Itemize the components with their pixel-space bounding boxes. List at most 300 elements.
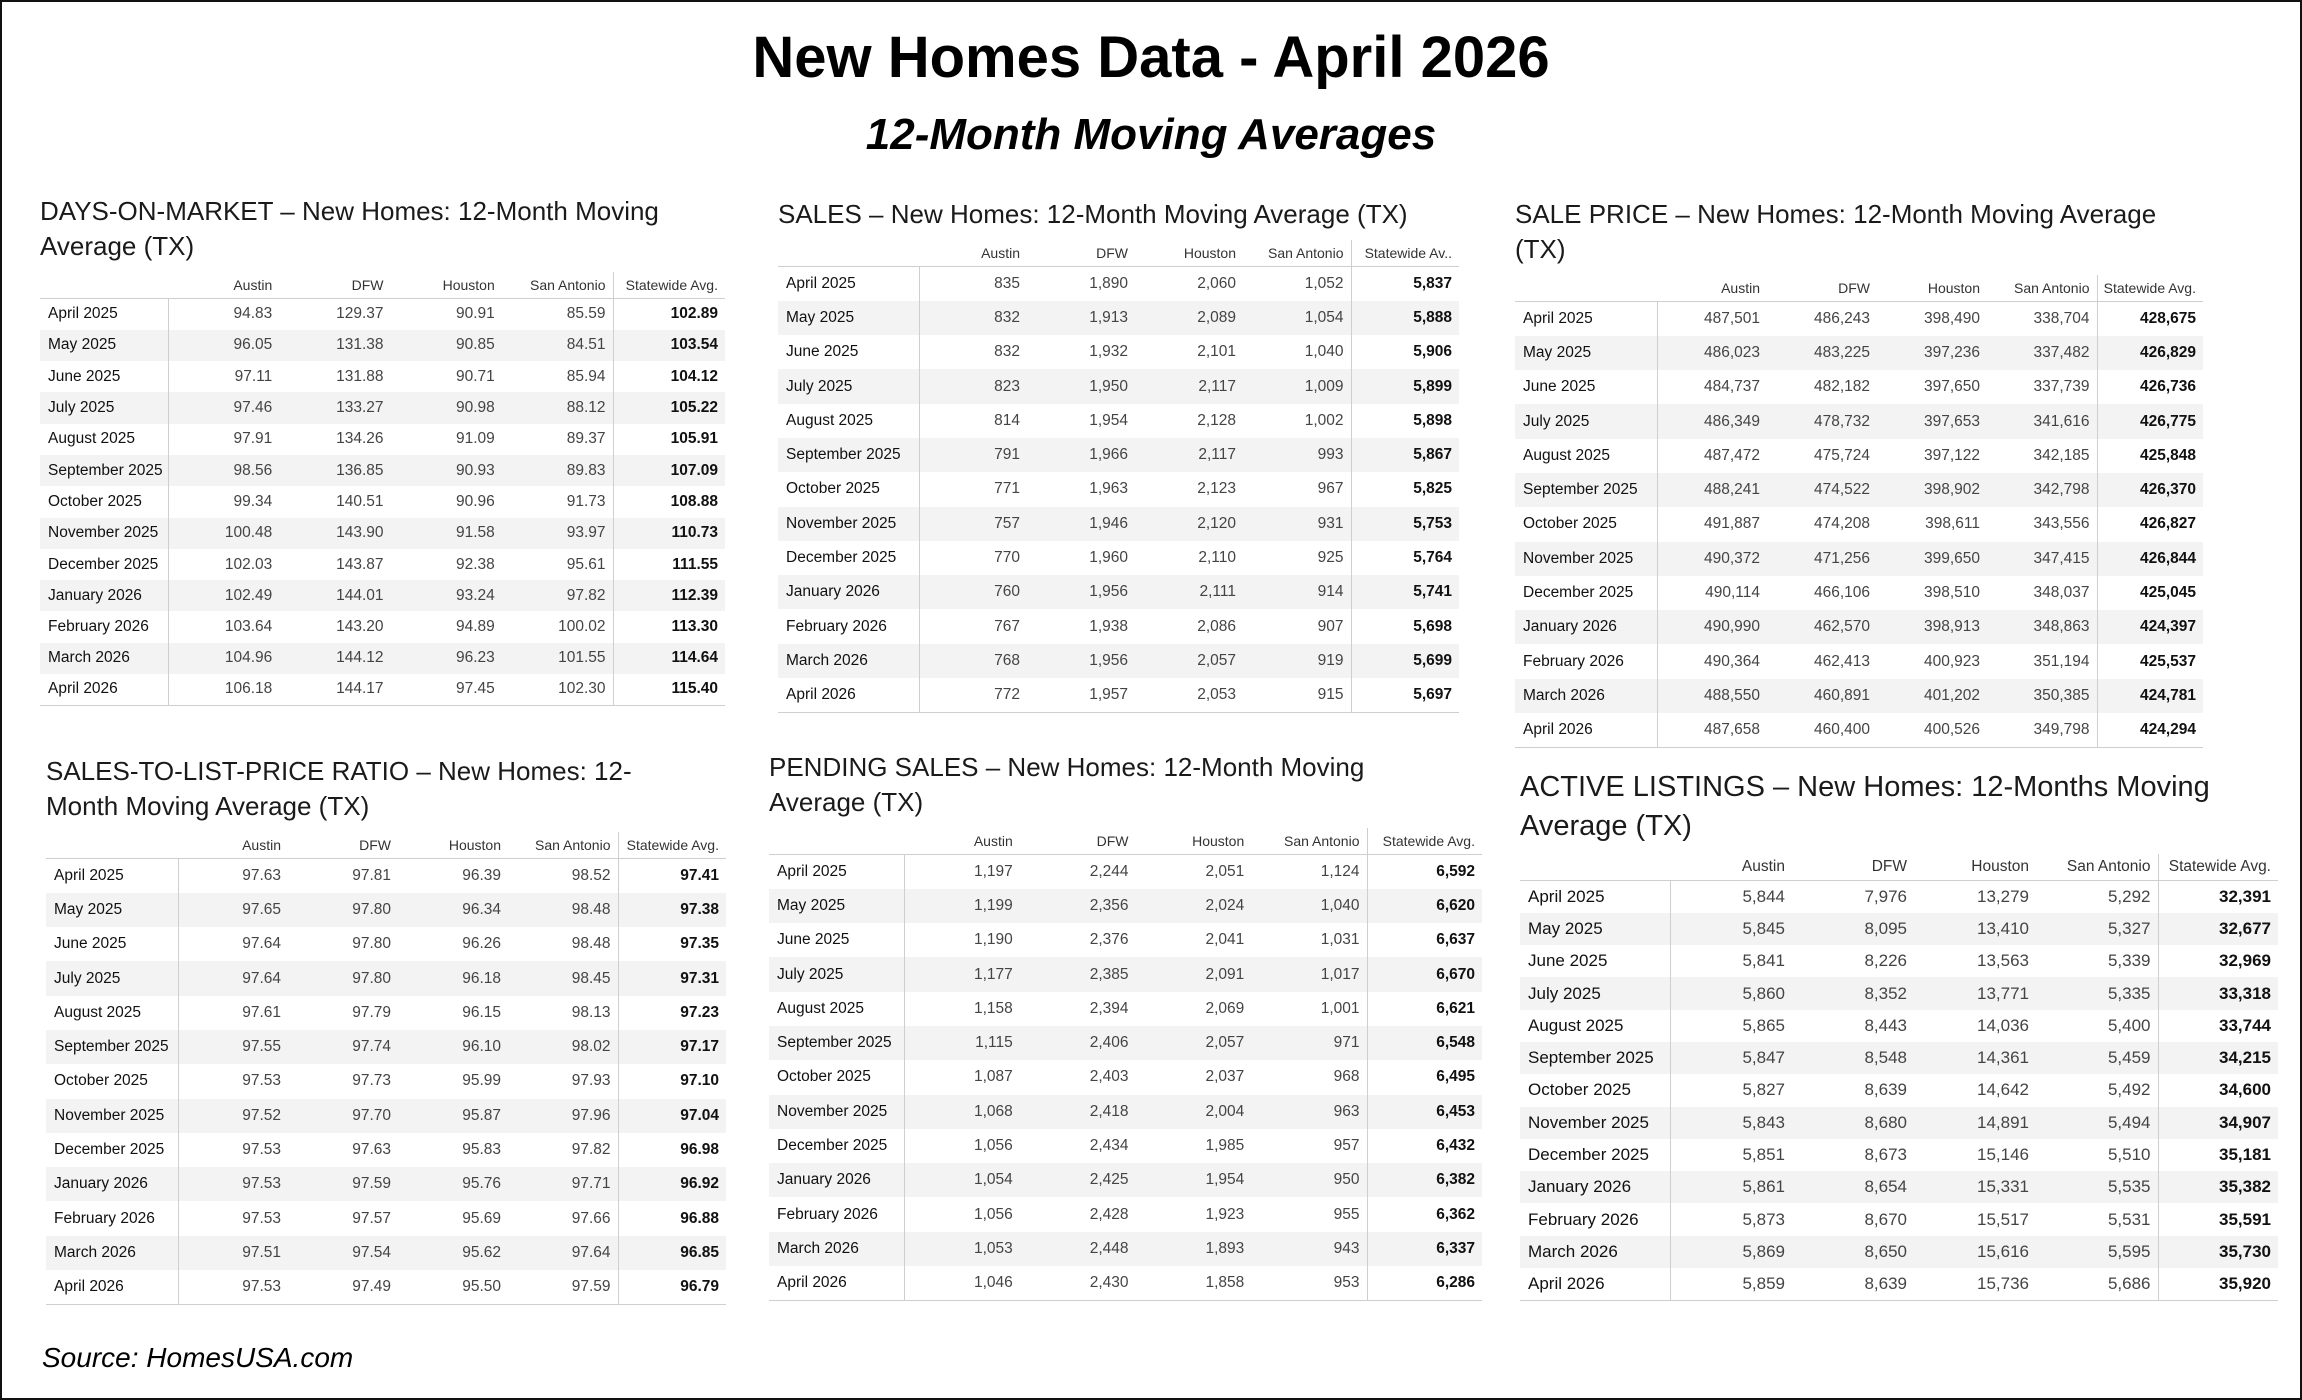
metro-value-cell: 96.15 xyxy=(462,1003,501,1021)
metro-value-cell: 2,110 xyxy=(1198,549,1236,567)
table-row xyxy=(1520,1171,2278,1203)
metro-value-cell: 5,873 xyxy=(1742,1209,1785,1229)
statewide-avg-cell: 6,362 xyxy=(1367,1197,1482,1231)
table-row xyxy=(46,1236,726,1270)
statewide-avg-cell: 102.89 xyxy=(613,299,725,330)
metro-value-cell: 8,548 xyxy=(1792,1042,1914,1074)
column-header: Houston xyxy=(398,832,508,859)
table-header-row xyxy=(1520,854,2278,881)
metro-value-cell: 823 xyxy=(919,369,1027,403)
table-row xyxy=(1520,1268,2278,1300)
metro-value-cell: 97.71 xyxy=(508,1167,618,1201)
metro-value-cell: 13,410 xyxy=(1914,913,2036,945)
metro-value-cell: 8,352 xyxy=(1792,977,1914,1009)
metro-value-cell: 96.34 xyxy=(398,893,508,927)
metro-value-cell: 13,279 xyxy=(1977,886,2029,906)
table-row xyxy=(778,301,1459,335)
metro-value-cell: 92.38 xyxy=(455,555,495,573)
days-on-market-panel xyxy=(40,194,725,706)
statewide-avg-cell: 110.73 xyxy=(613,518,725,549)
metro-value-cell: 96.23 xyxy=(391,643,502,674)
metro-value-cell: 1,068 xyxy=(904,1095,1020,1129)
table-row xyxy=(46,1064,726,1098)
metro-value-cell: 97.80 xyxy=(288,893,398,927)
metro-value-cell: 91.58 xyxy=(391,518,502,549)
row-month-label: May 2025 xyxy=(1515,336,1657,370)
active-listings-panel xyxy=(1520,768,2278,1301)
sales-to-list-panel xyxy=(46,754,726,1305)
column-header: Austin xyxy=(919,240,1027,267)
metro-value-cell: 931 xyxy=(1243,507,1351,541)
row-month-label: August 2025 xyxy=(40,424,168,455)
row-month-label: January 2026 xyxy=(778,575,919,609)
metro-value-cell: 14,036 xyxy=(1977,1015,2029,1035)
row-month-label: February 2026 xyxy=(40,611,168,642)
metro-value-cell: 5,686 xyxy=(2036,1268,2158,1300)
metro-value-cell: 5,459 xyxy=(2036,1042,2158,1074)
statewide-avg-cell: 34,215 xyxy=(2158,1042,2278,1074)
metro-value-cell: 5,327 xyxy=(2036,913,2158,945)
column-header: San Antonio xyxy=(508,832,618,859)
metro-value-cell: 97.57 xyxy=(352,1209,391,1227)
statewide-avg-cell: 6,592 xyxy=(1367,855,1482,889)
metro-value-cell: 484,737 xyxy=(1703,378,1760,396)
metro-value-cell: 347,415 xyxy=(1987,542,2097,576)
statewide-avg-cell: 104.12 xyxy=(613,361,725,392)
row-month-label: April 2026 xyxy=(46,1270,178,1304)
row-month-label: March 2026 xyxy=(769,1232,904,1266)
statewide-avg-cell: 424,397 xyxy=(2097,610,2203,644)
metro-value-cell: 1,954 xyxy=(1136,1163,1252,1197)
row-month-label: November 2025 xyxy=(40,518,168,549)
column-header: Statewide Av.. xyxy=(1351,240,1459,267)
metro-value-cell: 955 xyxy=(1333,1205,1360,1223)
metro-value-cell: 767 xyxy=(994,617,1020,635)
metro-value-cell: 131.88 xyxy=(336,367,384,385)
metro-value-cell: 1,158 xyxy=(973,999,1013,1017)
metro-value-cell: 919 xyxy=(1243,644,1351,678)
metro-value-cell: 488,241 xyxy=(1657,473,1767,507)
metro-value-cell: 99.34 xyxy=(233,492,273,510)
metro-value-cell: 14,361 xyxy=(1914,1042,2036,1074)
statewide-avg-cell: 5,741 xyxy=(1351,575,1459,609)
statewide-avg-cell: 424,781 xyxy=(2097,679,2203,713)
metro-value-cell: 97.53 xyxy=(178,1270,288,1304)
metro-value-cell: 96.05 xyxy=(168,330,279,361)
table-row xyxy=(778,678,1459,712)
row-month-label: November 2025 xyxy=(778,507,919,541)
metro-value-cell: 98.48 xyxy=(571,935,611,953)
row-month-label: August 2025 xyxy=(769,992,904,1026)
table-row xyxy=(40,580,725,611)
row-month-label: January 2026 xyxy=(46,1167,178,1201)
table-row xyxy=(778,541,1459,575)
statewide-avg-cell: 115.40 xyxy=(613,674,725,705)
statewide-avg-cell: 6,620 xyxy=(1367,889,1482,923)
metro-value-cell: 1,115 xyxy=(904,1026,1020,1060)
table-row xyxy=(46,1099,726,1133)
metro-value-cell: 15,517 xyxy=(1977,1209,2029,1229)
metro-value-cell: 98.45 xyxy=(508,961,618,995)
metro-value-cell: 1,031 xyxy=(1320,931,1360,949)
metro-value-cell: 486,349 xyxy=(1657,404,1767,438)
metro-value-cell: 1,985 xyxy=(1205,1137,1245,1155)
column-header: San Antonio xyxy=(502,272,613,299)
metro-value-cell: 5,494 xyxy=(2036,1107,2158,1139)
row-month-label: November 2025 xyxy=(769,1095,904,1129)
row-month-label: June 2025 xyxy=(778,335,919,369)
table-row xyxy=(40,518,725,549)
metro-value-cell: 97.53 xyxy=(242,1209,281,1227)
metro-value-cell: 1,890 xyxy=(1089,274,1128,292)
metro-value-cell: 490,990 xyxy=(1657,610,1767,644)
metro-value-cell: 97.82 xyxy=(571,1141,611,1159)
statewide-avg-cell: 5,753 xyxy=(1351,507,1459,541)
metro-value-cell: 768 xyxy=(919,644,1027,678)
statewide-avg-cell: 33,744 xyxy=(2158,1010,2278,1042)
column-header: Statewide Avg. xyxy=(1367,828,1482,855)
row-month-label: February 2026 xyxy=(1520,1203,1670,1235)
source-credit: Source: HomesUSA.com xyxy=(42,1342,354,1373)
row-month-label: October 2025 xyxy=(769,1060,904,1094)
metro-value-cell: 131.38 xyxy=(279,330,390,361)
metro-value-cell: 14,642 xyxy=(1977,1080,2029,1100)
metro-value-cell: 84.51 xyxy=(502,330,613,361)
statewide-avg-cell: 35,730 xyxy=(2158,1236,2278,1268)
statewide-avg-cell: 5,899 xyxy=(1351,369,1459,403)
metro-value-cell: 5,865 xyxy=(1742,1015,1785,1035)
metro-value-cell: 1,056 xyxy=(973,1205,1013,1223)
statewide-avg-cell: 111.55 xyxy=(613,549,725,580)
row-month-label: December 2025 xyxy=(46,1133,178,1167)
table-row xyxy=(769,1163,1482,1197)
metro-value-cell: 14,891 xyxy=(1914,1107,2036,1139)
statewide-avg-cell: 97.41 xyxy=(618,859,726,893)
metro-value-cell: 397,122 xyxy=(1923,446,1980,464)
row-month-label: April 2025 xyxy=(778,267,919,301)
metro-value-cell: 950 xyxy=(1251,1163,1367,1197)
table-row xyxy=(40,486,725,517)
metro-value-cell: 144.01 xyxy=(279,580,390,611)
metro-value-cell: 5,847 xyxy=(1670,1042,1792,1074)
metro-value-cell: 349,798 xyxy=(1987,713,2097,747)
metro-value-cell: 478,732 xyxy=(1767,404,1877,438)
metro-value-cell: 1,957 xyxy=(1027,678,1135,712)
statewide-avg-cell: 35,382 xyxy=(2158,1171,2278,1203)
row-month-label: July 2025 xyxy=(1515,404,1657,438)
row-month-label: August 2025 xyxy=(1515,439,1657,473)
row-month-label: May 2025 xyxy=(1520,913,1670,945)
table-row xyxy=(46,1133,726,1167)
metro-value-cell: 95.99 xyxy=(462,1072,501,1090)
metro-value-cell: 5,400 xyxy=(2107,1015,2151,1035)
metro-value-cell: 106.18 xyxy=(168,674,279,705)
metro-value-cell: 5,827 xyxy=(1742,1080,1785,1100)
table-row xyxy=(1520,1139,2278,1171)
statewide-avg-cell: 6,382 xyxy=(1367,1163,1482,1197)
row-month-label: May 2025 xyxy=(46,893,178,927)
metro-value-cell: 96.26 xyxy=(462,935,501,953)
metro-value-cell: 2,111 xyxy=(1135,575,1243,609)
column-header: Statewide Avg. xyxy=(618,832,726,859)
metro-value-cell: 832 xyxy=(994,343,1020,361)
metro-value-cell: 104.96 xyxy=(168,643,279,674)
metro-value-cell: 348,037 xyxy=(2033,584,2090,602)
metro-value-cell: 488,550 xyxy=(1657,679,1767,713)
row-month-label: October 2025 xyxy=(778,472,919,506)
row-month-label: June 2025 xyxy=(769,923,904,957)
sale-price-table xyxy=(1515,275,2203,748)
metro-value-cell: 1,124 xyxy=(1320,862,1360,880)
table-row xyxy=(778,609,1459,643)
row-month-label: January 2026 xyxy=(40,580,168,611)
table-row xyxy=(769,889,1482,923)
metro-value-cell: 398,490 xyxy=(1923,309,1980,327)
row-month-label: September 2025 xyxy=(1520,1042,1670,1074)
metro-value-cell: 2,430 xyxy=(1020,1266,1136,1300)
metro-value-cell: 97.55 xyxy=(178,1030,288,1064)
row-month-label: December 2025 xyxy=(769,1129,904,1163)
metro-value-cell: 475,724 xyxy=(1813,446,1870,464)
metro-value-cell: 1,054 xyxy=(904,1163,1020,1197)
metro-value-cell: 97.53 xyxy=(178,1167,288,1201)
column-header: Austin xyxy=(168,272,279,299)
metro-value-cell: 97.11 xyxy=(234,367,273,385)
metro-value-cell: 95.87 xyxy=(398,1099,508,1133)
metro-value-cell: 1,190 xyxy=(973,931,1013,949)
metro-value-cell: 5,531 xyxy=(2107,1209,2151,1229)
metro-value-cell: 5,510 xyxy=(2107,1145,2151,1165)
table-row xyxy=(1515,336,2203,370)
table-row xyxy=(1520,1203,2278,1235)
statewide-avg-cell: 5,699 xyxy=(1351,644,1459,678)
statewide-avg-cell: 32,969 xyxy=(2158,945,2278,977)
metro-value-cell: 97.52 xyxy=(178,1099,288,1133)
metro-value-cell: 1,040 xyxy=(1251,889,1367,923)
metro-value-cell: 397,653 xyxy=(1877,404,1987,438)
metro-value-cell: 97.64 xyxy=(508,1236,618,1270)
metro-value-cell: 967 xyxy=(1317,480,1344,498)
metro-value-cell: 2,376 xyxy=(1089,931,1129,949)
table-row xyxy=(46,996,726,1030)
metro-value-cell: 2,004 xyxy=(1136,1095,1252,1129)
metro-value-cell: 914 xyxy=(1243,575,1351,609)
metro-value-cell: 97.96 xyxy=(508,1099,618,1133)
metro-value-cell: 7,976 xyxy=(1864,886,1907,906)
metro-value-cell: 5,845 xyxy=(1670,913,1792,945)
metro-value-cell: 348,863 xyxy=(1987,610,2097,644)
statewide-avg-cell: 5,697 xyxy=(1351,678,1459,712)
column-header-blank xyxy=(46,832,178,859)
metro-value-cell: 971 xyxy=(1251,1026,1367,1060)
column-header: Statewide Avg. xyxy=(2158,854,2278,881)
statewide-avg-cell: 6,670 xyxy=(1367,957,1482,991)
row-month-label: September 2025 xyxy=(40,455,168,486)
row-month-label: April 2026 xyxy=(1520,1268,1670,1300)
table-header-row xyxy=(769,828,1482,855)
metro-value-cell: 5,869 xyxy=(1670,1236,1792,1268)
metro-value-cell: 350,385 xyxy=(1987,679,2097,713)
metro-value-cell: 5,292 xyxy=(2107,886,2151,906)
table-row xyxy=(40,643,725,674)
metro-value-cell: 2,057 xyxy=(1135,644,1243,678)
table-header-row xyxy=(40,272,725,299)
column-header: Statewide Avg. xyxy=(613,272,725,299)
metro-value-cell: 98.02 xyxy=(508,1030,618,1064)
statewide-avg-cell: 113.30 xyxy=(613,611,725,642)
statewide-avg-cell: 426,844 xyxy=(2097,542,2203,576)
column-header: DFW xyxy=(1020,828,1136,855)
metro-value-cell: 486,243 xyxy=(1813,309,1870,327)
column-header: Austin xyxy=(178,832,288,859)
table-row xyxy=(769,1232,1482,1266)
statewide-avg-cell: 426,775 xyxy=(2097,404,2203,438)
statewide-avg-cell: 428,675 xyxy=(2097,302,2203,336)
table-row xyxy=(1515,576,2203,610)
metro-value-cell: 98.48 xyxy=(508,893,618,927)
metro-value-cell: 8,650 xyxy=(1792,1236,1914,1268)
metro-value-cell: 97.93 xyxy=(571,1072,611,1090)
metro-value-cell: 491,887 xyxy=(1703,515,1760,533)
statewide-avg-cell: 425,848 xyxy=(2097,439,2203,473)
metro-value-cell: 490,114 xyxy=(1705,584,1760,602)
metro-value-cell: 487,658 xyxy=(1657,713,1767,747)
metro-value-cell: 398,902 xyxy=(1877,473,1987,507)
table-row xyxy=(1515,610,2203,644)
table-row xyxy=(769,1129,1482,1163)
metro-value-cell: 95.50 xyxy=(398,1270,508,1304)
metro-value-cell: 95.62 xyxy=(398,1236,508,1270)
metro-value-cell: 100.02 xyxy=(558,618,606,636)
metro-value-cell: 88.12 xyxy=(502,392,613,423)
metro-value-cell: 2,403 xyxy=(1089,1068,1129,1086)
metro-value-cell: 5,861 xyxy=(1670,1171,1792,1203)
metro-value-cell: 2,117 xyxy=(1135,438,1243,472)
metro-value-cell: 90.93 xyxy=(391,455,502,486)
metro-value-cell: 2,123 xyxy=(1197,480,1236,498)
table-row xyxy=(46,1270,726,1304)
table-row xyxy=(40,330,725,361)
table-row xyxy=(40,611,725,642)
statewide-avg-cell: 97.38 xyxy=(618,893,726,927)
metro-value-cell: 1,199 xyxy=(904,889,1020,923)
table-row xyxy=(1520,913,2278,945)
table-row xyxy=(769,1197,1482,1231)
metro-value-cell: 97.80 xyxy=(352,935,391,953)
statewide-avg-cell: 96.79 xyxy=(618,1270,726,1304)
column-header-blank xyxy=(769,828,904,855)
metro-value-cell: 89.83 xyxy=(502,455,613,486)
metro-value-cell: 487,472 xyxy=(1703,446,1760,464)
metro-value-cell: 771 xyxy=(994,480,1020,498)
metro-value-cell: 1,893 xyxy=(1136,1232,1252,1266)
metro-value-cell: 337,482 xyxy=(1987,336,2097,370)
metro-value-cell: 1,966 xyxy=(1027,438,1135,472)
metro-value-cell: 2,051 xyxy=(1205,862,1245,880)
metro-value-cell: 103.64 xyxy=(224,618,273,636)
metro-value-cell: 8,673 xyxy=(1864,1145,1907,1165)
metro-value-cell: 8,226 xyxy=(1864,951,1907,971)
metro-value-cell: 341,616 xyxy=(1987,404,2097,438)
metro-value-cell: 2,053 xyxy=(1135,678,1243,712)
statewide-avg-cell: 426,827 xyxy=(2097,507,2203,541)
table-row xyxy=(1515,370,2203,404)
column-header: San Antonio xyxy=(1251,828,1367,855)
metro-value-cell: 98.52 xyxy=(571,866,611,884)
metro-value-cell: 133.27 xyxy=(279,392,390,423)
column-header: Statewide Avg. xyxy=(2097,275,2203,302)
row-month-label: March 2026 xyxy=(1520,1236,1670,1268)
row-month-label: April 2025 xyxy=(1520,881,1670,913)
statewide-avg-cell: 425,537 xyxy=(2097,644,2203,678)
statewide-avg-cell: 6,548 xyxy=(1367,1026,1482,1060)
table-header-row xyxy=(1515,275,2203,302)
metro-value-cell: 2,128 xyxy=(1197,411,1236,429)
metro-value-cell: 943 xyxy=(1251,1232,1367,1266)
row-month-label: April 2025 xyxy=(46,859,178,893)
statewide-avg-cell: 35,591 xyxy=(2158,1203,2278,1235)
metro-value-cell: 96.39 xyxy=(462,866,501,884)
metro-value-cell: 129.37 xyxy=(336,305,384,323)
table-row xyxy=(46,1201,726,1235)
metro-value-cell: 97.91 xyxy=(233,430,273,448)
metro-value-cell: 13,771 xyxy=(1914,977,2036,1009)
row-month-label: July 2025 xyxy=(1520,977,1670,1009)
metro-value-cell: 2,091 xyxy=(1136,957,1252,991)
metro-value-cell: 97.66 xyxy=(571,1209,611,1227)
metro-value-cell: 8,639 xyxy=(1864,1080,1907,1100)
table-row xyxy=(46,893,726,927)
metro-value-cell: 2,425 xyxy=(1020,1163,1136,1197)
days-on-market-table xyxy=(40,272,725,706)
metro-value-cell: 5,535 xyxy=(2036,1171,2158,1203)
page-subtitle: 12-Month Moving Averages xyxy=(865,110,1437,159)
statewide-avg-cell: 97.10 xyxy=(618,1064,726,1098)
row-month-label: April 2026 xyxy=(769,1266,904,1300)
metro-value-cell: 460,400 xyxy=(1767,713,1877,747)
metro-value-cell: 1,956 xyxy=(1027,644,1135,678)
row-month-label: November 2025 xyxy=(1515,542,1657,576)
metro-value-cell: 474,208 xyxy=(1813,515,1870,533)
metro-value-cell: 2,057 xyxy=(1136,1026,1252,1060)
row-month-label: February 2026 xyxy=(46,1201,178,1235)
sales-to-list-title: SALES-TO-LIST-PRICE RATIO – New Homes: 12-Month Moving Average (TX) xyxy=(46,756,632,821)
metro-value-cell: 5,492 xyxy=(2107,1080,2151,1100)
metro-value-cell: 97.80 xyxy=(288,961,398,995)
metro-value-cell: 1,054 xyxy=(1243,301,1351,335)
metro-value-cell: 1,053 xyxy=(904,1232,1020,1266)
row-month-label: December 2025 xyxy=(1520,1139,1670,1171)
statewide-avg-cell: 33,318 xyxy=(2158,977,2278,1009)
metro-value-cell: 97.51 xyxy=(178,1236,288,1270)
statewide-avg-cell: 96.85 xyxy=(618,1236,726,1270)
metro-value-cell: 471,256 xyxy=(1767,542,1877,576)
row-month-label: December 2025 xyxy=(40,549,168,580)
table-row xyxy=(1515,542,2203,576)
row-month-label: February 2026 xyxy=(769,1197,904,1231)
table-row xyxy=(778,644,1459,678)
metro-value-cell: 351,194 xyxy=(2033,652,2090,670)
metro-value-cell: 2,060 xyxy=(1197,274,1236,292)
metro-value-cell: 97.59 xyxy=(288,1167,398,1201)
metro-value-cell: 97.65 xyxy=(178,893,288,927)
statewide-avg-cell: 105.91 xyxy=(613,424,725,455)
row-month-label: February 2026 xyxy=(778,609,919,643)
table-row xyxy=(40,549,725,580)
metro-value-cell: 93.97 xyxy=(502,518,613,549)
metro-value-cell: 97.61 xyxy=(242,1003,281,1021)
metro-value-cell: 93.24 xyxy=(391,580,502,611)
